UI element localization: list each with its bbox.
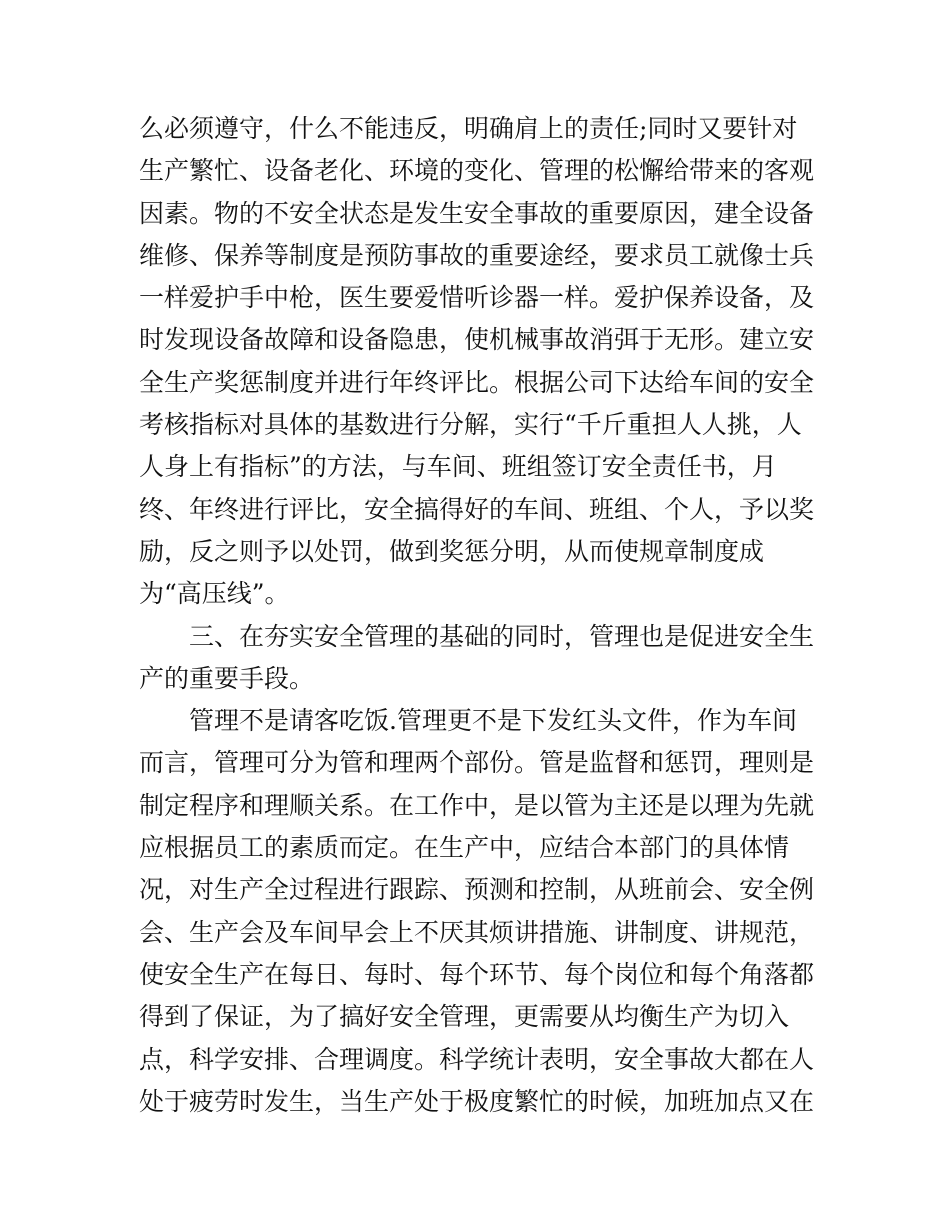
section-heading-line: 三、在夯实安全管理的基础的同时，管理也是促进安全生	[189, 621, 815, 651]
text-line: 点，科学安排、合理调度。科学统计表明，安全事故大都在人	[139, 1044, 815, 1074]
paragraph-first-line: 管理不是请客吃饭.管理更不是下发红头文件，作为车间	[189, 706, 797, 736]
text-line: 生产繁忙、设备老化、环境的变化、管理的松懈给带来的客观	[139, 156, 815, 186]
text-line: 处于疲劳时发生，当生产处于极度繁忙的时候，加班加点又在	[139, 1086, 815, 1116]
text-line: 人身上有指标”的方法，与车间、班组签订安全责任书，月	[139, 452, 777, 482]
text-line: 么必须遵守，什么不能违反，明确肩上的责任;同时又要针对	[139, 114, 798, 143]
text-line: 时发现设备故障和设备隐患，使机械事故消弭于无形。建立安	[139, 325, 815, 355]
text-line: 全生产奖惩制度并进行年终评比。根据公司下达给车间的安全	[139, 367, 815, 397]
text-line: 得到了保证，为了搞好安全管理，更需要从均衡生产为切入	[139, 1002, 790, 1032]
text-line: 考核指标对具体的基数进行分解，实行“千斤重担人人挑，人	[139, 410, 802, 440]
text-line: 使安全生产在每日、每时、每个环节、每个岗位和每个角落都	[139, 959, 815, 989]
text-line: 应根据员工的素质而定。在生产中，应结合本部门的具体情	[139, 833, 790, 863]
text-line: 维修、保养等制度是预防事故的重要途经，要求员工就像士兵	[139, 240, 815, 270]
text-line: 况，对生产全过程进行跟踪、预测和控制，从班前会、安全例	[139, 875, 815, 905]
body-text	[139, 108, 819, 1123]
text-line: 终、年终进行评比，安全搞得好的车间、班组、个人，予以奖	[139, 494, 815, 524]
text-line: 励，反之则予以处罚，做到奖惩分明，从而使规章制度成	[139, 536, 765, 566]
text-line: 为“高压线”。	[139, 579, 290, 609]
section-heading-line: 产的重要手段。	[139, 663, 315, 693]
text-line: 因素。物的不安全状态是发生安全事故的重要原因，建全设备	[139, 198, 815, 228]
text-line: 会、生产会及车间早会上不厌其烦讲措施、讲制度、讲规范，	[139, 917, 815, 947]
text-line: 而言，管理可分为管和理两个部份。管是监督和惩罚，理则是	[139, 748, 815, 778]
text-line: 制定程序和理顺关系。在工作中，是以管为主还是以理为先就	[139, 790, 815, 820]
text-line: 一样爱护手中枪，医生要爱惜听诊器一样。爱护保养设备，及	[139, 283, 815, 313]
